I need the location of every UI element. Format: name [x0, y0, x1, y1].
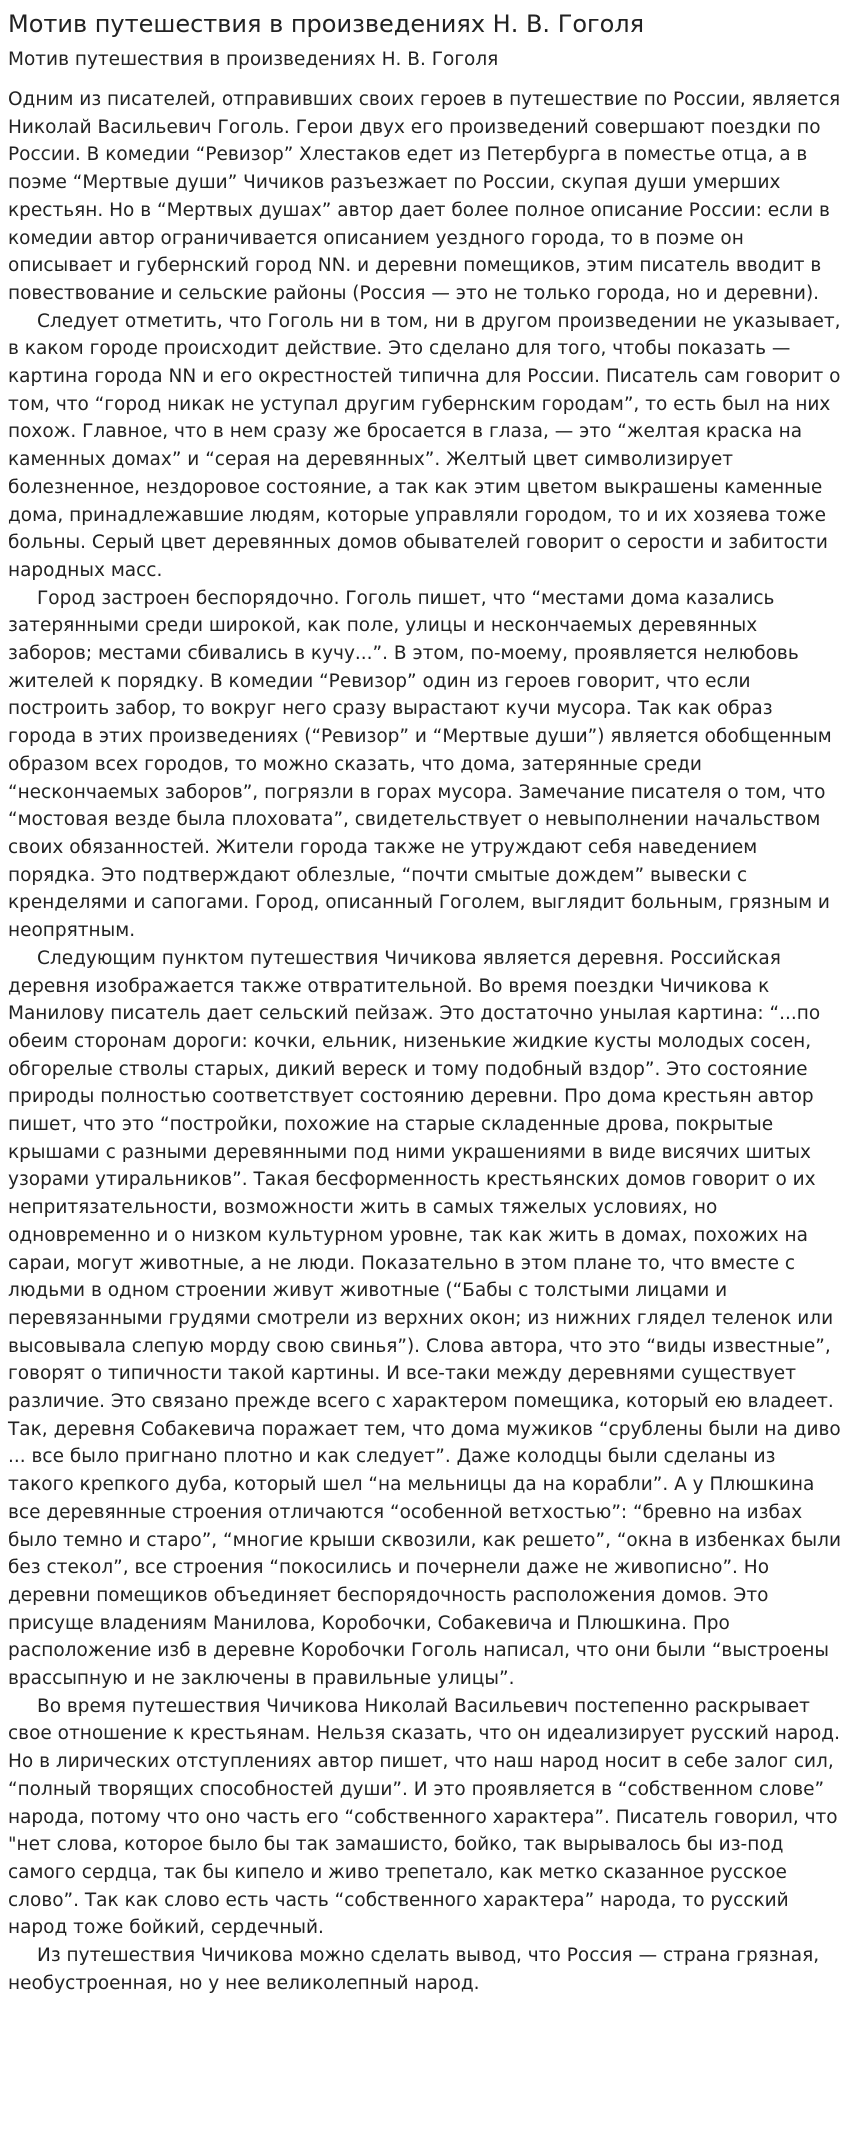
paragraph-5: Во время путешествия Чичикова Николай Васильевич постепенно раскрывает свое отношение к крестьянам. Нельзя сказать, что он идеализирует русский народ. Но в лирических отступлениях автор пишет, что наш народ носит в себе залог сил, “полный творящих способностей души”. И это проявляется в “собственном слове” народа, потому что оно часть его “собственного характера”. Писатель говорил, что "нет слова, которое было бы так замашисто, бойко, так вырывалось бы из-под самого сердца, так бы кипело и живо трепетало, как метко сказанное русское слово”. Так как слово есть часть “собственного характера” народа, то русский народ тоже бойкий, сердечный. [8, 1695, 840, 1939]
paragraph-6: Из путешествия Чичикова можно сделать вывод, что Россия — страна грязная, необустроенная, но у нее великолепный народ. [8, 1945, 820, 1994]
paragraph-4: Следующим пунктом путешествия Чичикова является деревня. Российская деревня изображается также отвратительной. Во время поездки Чичикова к Манилову писатель дает сельский пейзаж. Это достаточно унылая картина: “...по обеим сторонам дороги: кочки, ельник, низенькие жидкие кусты молодых сосен, обгорелые стволы старых, дикий вереск и тому подобный вздор”. Это состояние природы полностью соответствует состоянию деревни. Про дома крестьян автор пишет, что это “постройки, похожие на старые складенные дрова, покрытые крышами с разными деревянными под ними украшениями в виде висячих шитых узорами утиральников”. Такая бесформенность крестьянских домов говорит о их непритязательности, возможности жить в самых тяжелых условиях, но одновременно и о низком культурном уровне, так как жить в домах, похожих на сараи, могут животные, а не люди. Показательно в этом плане то, что вместе с людьми в одном строении живут животные (“Бабы с толстыми лицами и перевязанными грудями смотрели из верхних окон; из нижних глядел теленок или высовывала слепую морду свою свинья”). Слова автора, что это “виды известные”, говорят о типичности такой картины. И все-таки между деревнями существует различие. Это связано прежде всего с характером помещика, который ею владеет. Так, деревня Собакевича поражает тем, что дома мужиков “срублены были на диво ... все было пригнано плотно и как следует”. Даже колодцы были сделаны из такого крепкого дуба, который шел “на мельницы да на корабли”. А у Плюшкина все деревянные строения отличаются “особенной ветхостью”: “бревно на избах было темно и старо”, “многие крыши сквозили, как решето”, “окна в избенках были без стекол”, все строения “покосились и почернели даже не живописно”. Но деревни помещиков объединяет беспорядочность расположения домов. Это присуще владениям Манилова, Коробочки, Собакевича и Плюшкина. Про расположение изб в деревне Коробочки Гоголь написал, что они были “выстроены врассыпную и не заключены в правильные улицы”. [8, 947, 841, 1690]
paragraph-3: Город застроен беспорядочно. Гоголь пишет, что “местами дома казались затерянными среди широкой, как поле, улицы и нескончаемых деревянных заборов; местами сбивались в кучу...”. В этом, по-моему, проявляется нелюбовь жителей к порядку. В комедии “Ревизор” один из героев говорит, что если построить забор, то вокруг него сразу вырастают кучи мусора. Так как образ города в этих произведениях (“Ревизор” и “Мертвые души”) является обобщенным образом всех городов, то можно сказать, что дома, затерянные среди “нескончаемых заборов”, погрязли в горах мусора. Замечание писателя о том, что “мостовая везде была плоховата”, свидетельствует о невыполнении начальством своих обязанностей. Жители города также не утруждают себя наведением порядка. Это подтверждают облезлые, “почти смытые дождем” вывески с кренделями и сапогами. Город, описанный Гоголем, выглядит больным, грязным и неопрятным. [8, 587, 832, 942]
page-title: Мотив путешествия в произведениях Н. В. Гоголя [8, 10, 645, 38]
paragraph-1: Одним из писателей, отправивших своих героев в путешествие по России, является Николай Васильевич Гоголь. Герои двух его произведений совершают поездки по России. В комедии “Ревизор” Хлестаков едет из Петербурга в поместье отца, а в поэме “Мертвые души” Чичиков разъезжает по России, скупая души умерших крестьян. Но в “Мертвых душах” автор дает более полное описание России: если в комедии автор ограничивается описанием уездного города, то в поэме он описывает и губернский город NN. и деревни помещиков, этим писатель вводит в повествование и сельские районы (Россия — это не только города, но и деревни). [8, 89, 841, 304]
page-subtitle: Мотив путешествия в произведениях Н. В. Гоголя [8, 49, 499, 70]
article-body [8, 86, 843, 1998]
paragraph-2: Следует отметить, что Гоголь ни в том, ни в другом произведении не указывает, в каком городе происходит действие. Это сделано для того, чтобы показать — картина города NN и его окрестностей типична для России. Писатель сам говорит о том, что “город никак не уступал другим губернским городам”, то есть был на них похож. Главное, что в нем сразу же бросается в глаза, — это “желтая краска на каменных домах” и “серая на деревянных”. Желтый цвет символизирует болезненное, нездоровое состояние, а так как этим цветом выкрашены каменные дома, принадлежавшие людям, которые управляли городом, то и их хозяева тоже больны. Серый цвет деревянных домов обывателей говорит о серости и забитости народных масс. [8, 310, 841, 581]
